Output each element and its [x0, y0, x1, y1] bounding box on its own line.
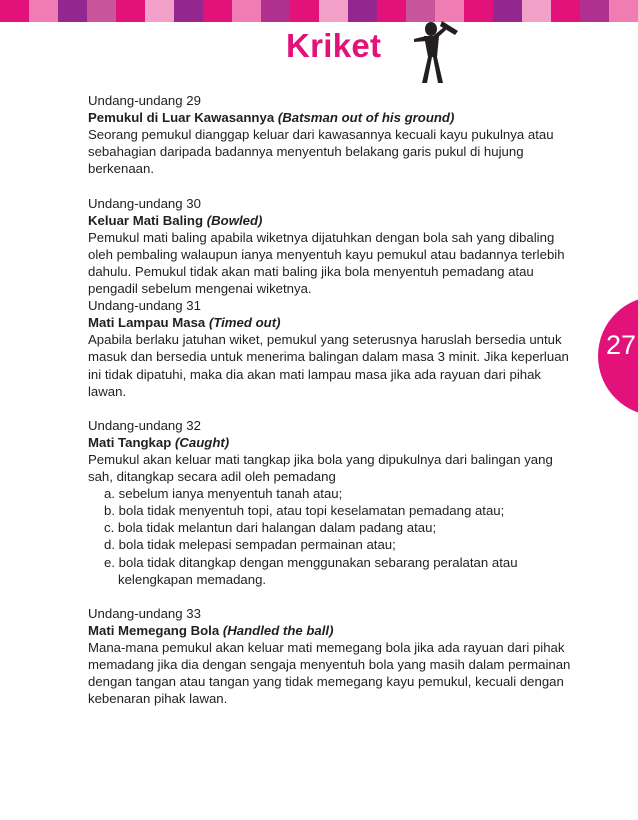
law-body: Pemukul akan keluar mati tangkap jika bola yang dipukulnya dari balingan yang sah, ditangkap secara adil oleh pemadang: [88, 451, 553, 485]
stripe: [551, 0, 580, 22]
stripe: [174, 0, 203, 22]
law-body: Pemukul mati baling apabila wiketnya dijatuhkan dengan bola sah yang dibaling oleh pembaling walaupun ianya menyentuh kayu pemukul atau badannya terlebih dahulu. Pemukul tidak akan mati baling jika bola menyentuh pemadang atau pengadil sebelum mengenai wiketnya.: [88, 229, 565, 297]
law-heading: Mati Tangkap (Caught): [88, 434, 230, 450]
law-heading: Mati Memegang Bola (Handled the ball): [88, 622, 334, 638]
stripe: [145, 0, 174, 22]
stripe: [319, 0, 348, 22]
stripe: [203, 0, 232, 22]
list-item: d. bola tidak melepasi sempadan permainan atau;: [104, 537, 396, 553]
page-number: 27: [606, 330, 637, 360]
stripe: [522, 0, 551, 22]
stripe: [609, 0, 638, 22]
list-item: c. bola tidak melantun dari halangan dalam padang atau;: [104, 520, 437, 536]
stripe: [87, 0, 116, 22]
stripe: [0, 0, 29, 22]
list-item-continuation: kelengkapan memadang.: [118, 571, 267, 587]
stripe: [29, 0, 58, 22]
stripe: [348, 0, 377, 22]
stripe: [290, 0, 319, 22]
list-item: a. sebelum ianya menyentuh tanah atau;: [104, 486, 343, 502]
stripe: [261, 0, 290, 22]
stripe: [493, 0, 522, 22]
law-heading: Pemukul di Luar Kawasannya (Batsman out of his ground): [88, 110, 455, 126]
law-label: Undang-undang 33: [88, 605, 201, 621]
stripe: [58, 0, 87, 22]
list-item: b. bola tidak menyentuh topi, atau topi keselamatan pemadang atau;: [104, 503, 505, 519]
law-heading: Mati Lampau Masa (Timed out): [88, 315, 281, 331]
law-heading: Keluar Mati Baling (Bowled): [88, 212, 263, 228]
law-label: Undang-undang 32: [88, 417, 201, 433]
law-label: Undang-undang 31: [88, 298, 201, 314]
stripe: [580, 0, 609, 22]
cricket-player-icon: [412, 19, 462, 85]
stripe: [377, 0, 406, 22]
page-title: Kriket: [286, 27, 382, 64]
law-body: Apabila berlaku jatuhan wiket, pemukul yang seterusnya haruslah bersedia untuk masuk dan bersedia untuk menerima balingan dalam masa 3 minit. Jika keperluan ini tidak dipatuhi, maka dia akan mati lampau masa jika ada rayuan dari pihak lawan.: [88, 332, 569, 399]
law-label: Undang-undang 30: [88, 195, 201, 211]
list-item: e. bola tidak ditangkap dengan menggunakan sebarang peralatan atau: [104, 554, 518, 570]
law-label: Undang-undang 29: [88, 93, 201, 108]
document-body: [88, 92, 587, 707]
law-body: Mana-mana pemukul akan keluar mati memegang bola jika ada rayuan dari pihak memadang jika dia dengan sengaja menyentuh bola yang masih dalam permainan dengan tangan atau tangan yang tidak memegang kayu pemukul, kecuali dengan kebenaran pihak lawan.: [88, 640, 571, 707]
law-body: Seorang pemukul dianggap keluar dari kawasannya kecuali kayu pukulnya atau sebahagian daripada badannya menyentuh belakang garis pukul di hujung berkenaan.: [88, 127, 554, 177]
header-stripe-band: [0, 0, 638, 22]
stripe: [116, 0, 145, 22]
stripe: [232, 0, 261, 22]
stripe: [464, 0, 493, 22]
